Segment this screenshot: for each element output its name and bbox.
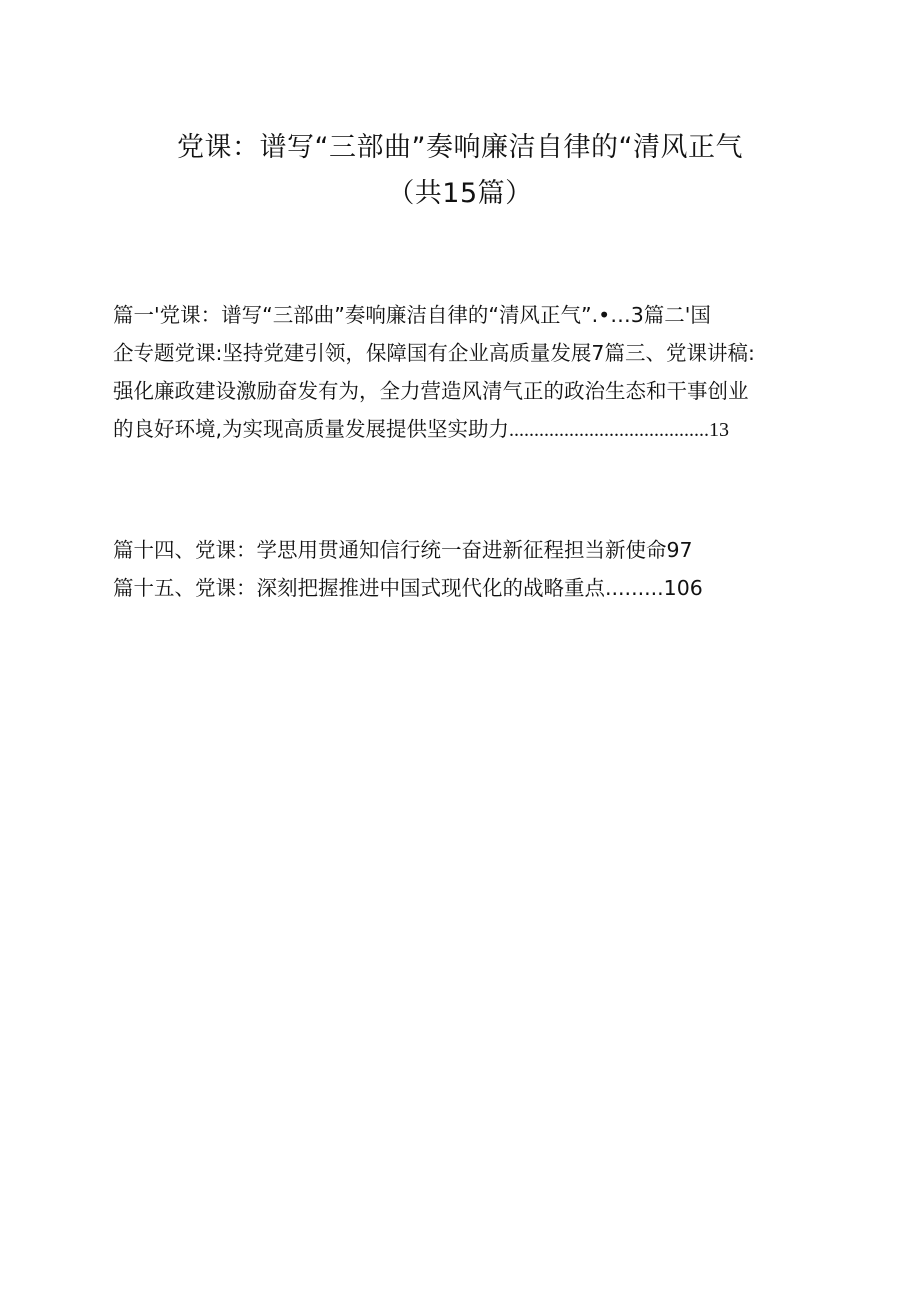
- toc-block-2: [113, 531, 833, 607]
- toc-line-with-leader: [113, 410, 833, 448]
- toc-line-text: 的良好环境,为实现高质量发展提供坚实助力: [113, 417, 510, 441]
- toc-line: 篇一'党课：谱写“三部曲”奏响廉洁自律的“清风正气”.•…3篇二'国: [113, 303, 711, 327]
- document-title-line-2: （共15篇）: [387, 178, 533, 209]
- toc-leader-page-number: ........................................13: [509, 419, 730, 441]
- toc-line: 强化廉政建设激励奋发有为，全力营造风清气正的政治生态和干事创业: [113, 379, 749, 403]
- toc-line: 篇十四、党课：学思用贯通知信行统一奋进新征程担当新使命97: [113, 538, 693, 562]
- toc-line: 篇十五、党课：深刻把握推进中国式现代化的战略重点.........106: [113, 576, 703, 600]
- toc-block-1: [113, 296, 833, 448]
- toc-line: 企专题党课:坚持党建引领，保障国有企业高质量发展7篇三、党课讲稿:: [113, 341, 755, 365]
- document-title-line-1: 党课：谱写“三部曲”奏响廉洁自律的“清风正气: [177, 132, 743, 163]
